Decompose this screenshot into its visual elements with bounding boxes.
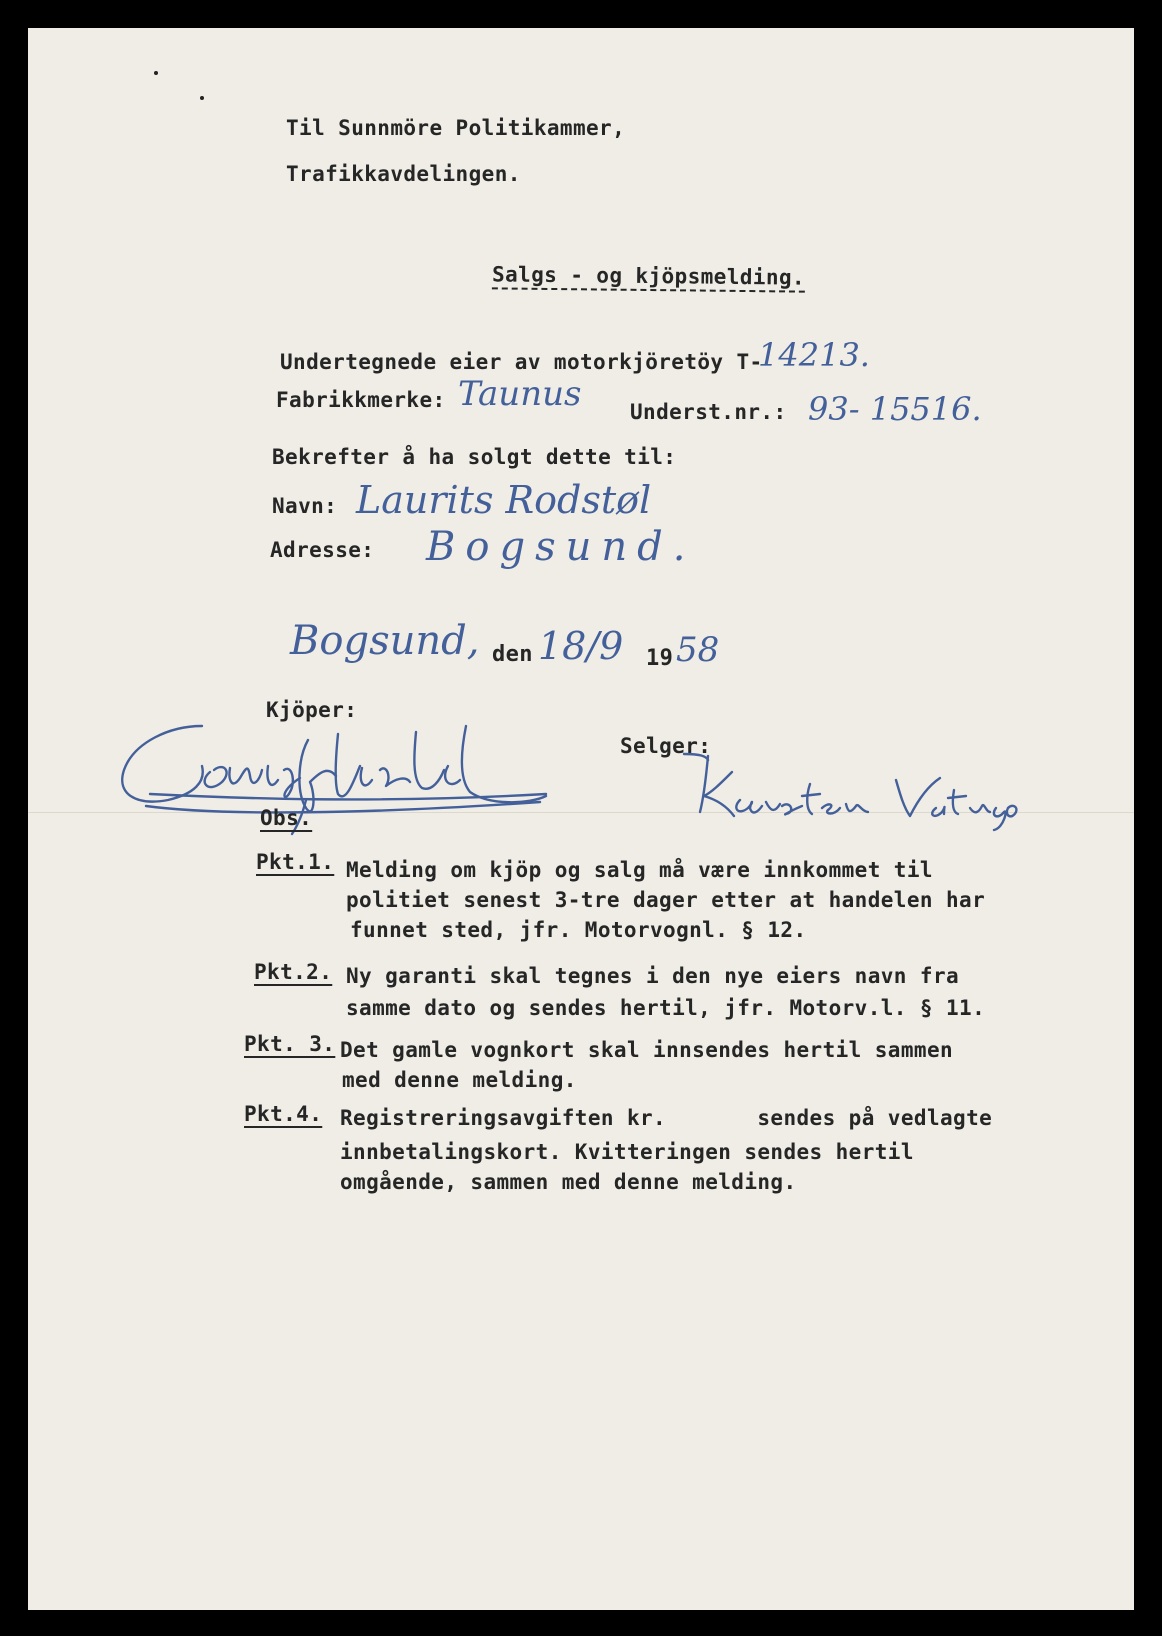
chassis-label: Underst.nr.: (630, 400, 787, 424)
recipient-line-1: Til Sunnmöre Politikammer, (286, 116, 626, 140)
note-2-line-2: samme dato og sendes hertil, jfr. Motorv.l. § 11. (346, 996, 986, 1020)
buyer-label: Kjöper: (266, 698, 358, 722)
note-2-label: Pkt.2. (254, 960, 333, 984)
place-handwritten: Bogsund, (290, 618, 480, 664)
note-4-line-1: Registreringsavgiften kr. sendes på vedlagte (340, 1106, 993, 1130)
make-label: Fabrikkmerke: (276, 388, 446, 412)
buyer-name-handwritten: Laurits Rodstøl (356, 478, 652, 522)
chassis-value: 93- 15516. (808, 390, 982, 428)
buyer-signature (110, 696, 550, 836)
name-label: Navn: (272, 494, 338, 518)
note-4-line-2: innbetalingskort. Kvitteringen sendes hertil (340, 1140, 914, 1164)
ink-speck (154, 71, 158, 75)
seller-label: Selger: (620, 734, 712, 758)
date-day-month: 18/9 (538, 624, 624, 668)
registration-number: 14213. (758, 336, 870, 374)
document-page (28, 28, 1134, 1610)
note-4-label: Pkt.4. (244, 1102, 323, 1126)
note-1-line-2: politiet senest 3-tre dager etter at handelen har (346, 888, 986, 912)
date-year-printed: 19 (646, 646, 674, 671)
make-value: Taunus (458, 374, 582, 414)
note-4-line-3: omgående, sammen med denne melding. (340, 1170, 797, 1194)
date-year-handwritten: 58 (676, 630, 720, 670)
note-3-label: Pkt. 3. (244, 1032, 336, 1056)
buyer-address-handwritten: Bogsund. (426, 524, 696, 570)
note-3-line-1: Det gamle vognkort skal innsendes hertil sammen (340, 1038, 954, 1062)
document-title: Salgs - og kjöpsmelding. (492, 262, 805, 292)
note-1-line-3: funnet sted, jfr. Motorvognl. § 12. (350, 918, 807, 942)
den-label: den (492, 642, 533, 667)
obs-label: Obs. (260, 806, 313, 830)
note-2-line-1: Ny garanti skal tegnes i den nye eiers navn fra (346, 964, 960, 988)
address-label: Adresse: (270, 538, 375, 562)
ink-speck (200, 96, 204, 100)
owner-label: Undertegnede eier av motorkjöretöy T- (280, 350, 763, 374)
recipient-line-2: Trafikkavdelingen. (286, 162, 521, 186)
note-1-label: Pkt.1. (256, 850, 335, 874)
seller-signature (678, 750, 1018, 830)
confirm-sold-text: Bekrefter å ha solgt dette til: (272, 445, 677, 469)
note-3-line-2: med denne melding. (342, 1068, 577, 1092)
note-1-line-1: Melding om kjöp og salg må være innkommet til (346, 858, 933, 882)
